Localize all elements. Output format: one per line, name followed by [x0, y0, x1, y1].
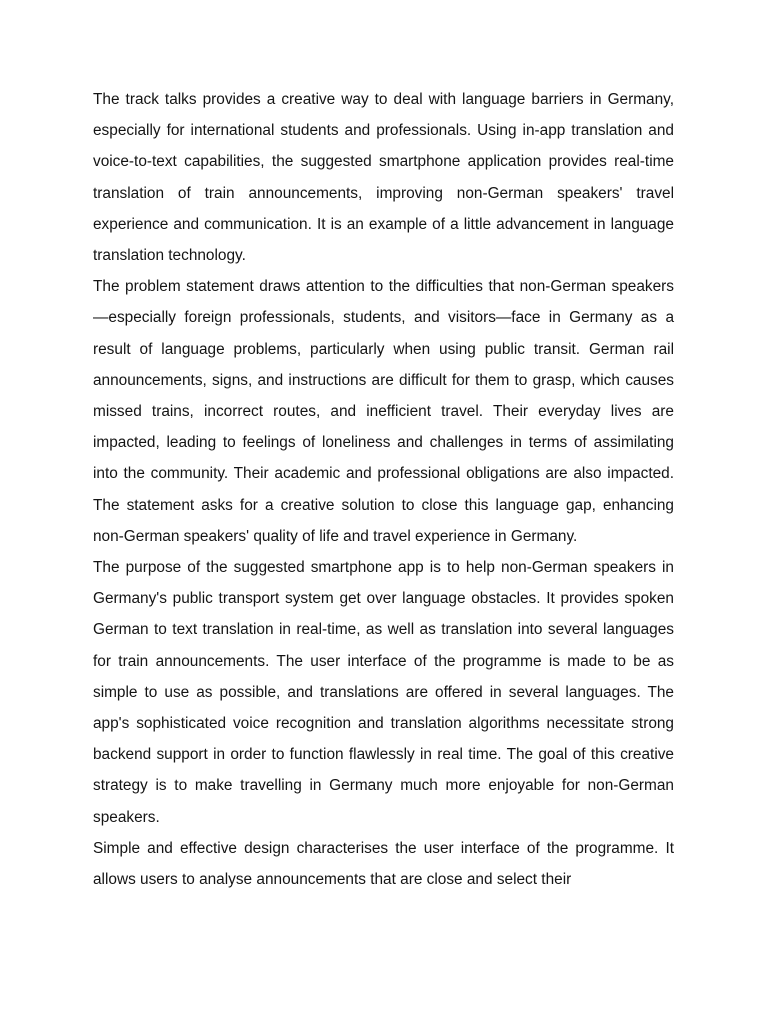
paragraph-app-purpose: The purpose of the suggested smartphone app is to help non-German speakers in Germany's public transport system get over language obstacles. It provides spoken German to text translation in real-time, as well as translation into several languages for train announcements. The user interface of the programme is made to be as simple to use as possible, and translations are offered in several languages. The app's sophisticated voice recognition and translation algorithms necessitate strong backend support in order to function flawlessly in real time. The goal of this creative strategy is to make travelling in Germany much more enjoyable for non-German speakers. [93, 559, 674, 826]
document-body [93, 84, 674, 895]
paragraph-user-interface: Simple and effective design characterises the user interface of the programme. It allows users to analyse announcements that are close and select their [93, 839, 674, 889]
paragraph-problem-statement: The problem statement draws attention to the difficulties that non-German speakers—especially foreign professionals, students, and visitors—face in Germany as a result of language problems, particularly when using public transit. German rail announcements, signs, and instructions are difficult for them to grasp, which causes missed trains, incorrect routes, and inefficient travel. Their everyday lives are impacted, leading to feelings of loneliness and challenges in terms of assimilating into the community. Their academic and professional obligations are also impacted. The statement asks for a creative solution to close this language gap, enhancing non-German speakers' quality of life and travel experience in Germany. [93, 278, 674, 545]
paragraph-intro: The track talks provides a creative way to deal with language barriers in Germany, especially for international students and professionals. Using in-app translation and voice-to-text capabilities, the suggested smartphone application provides real-time translation of train announcements, improving non-German speakers' travel experience and communication. It is an example of a little advancement in language translation technology. [93, 91, 674, 265]
